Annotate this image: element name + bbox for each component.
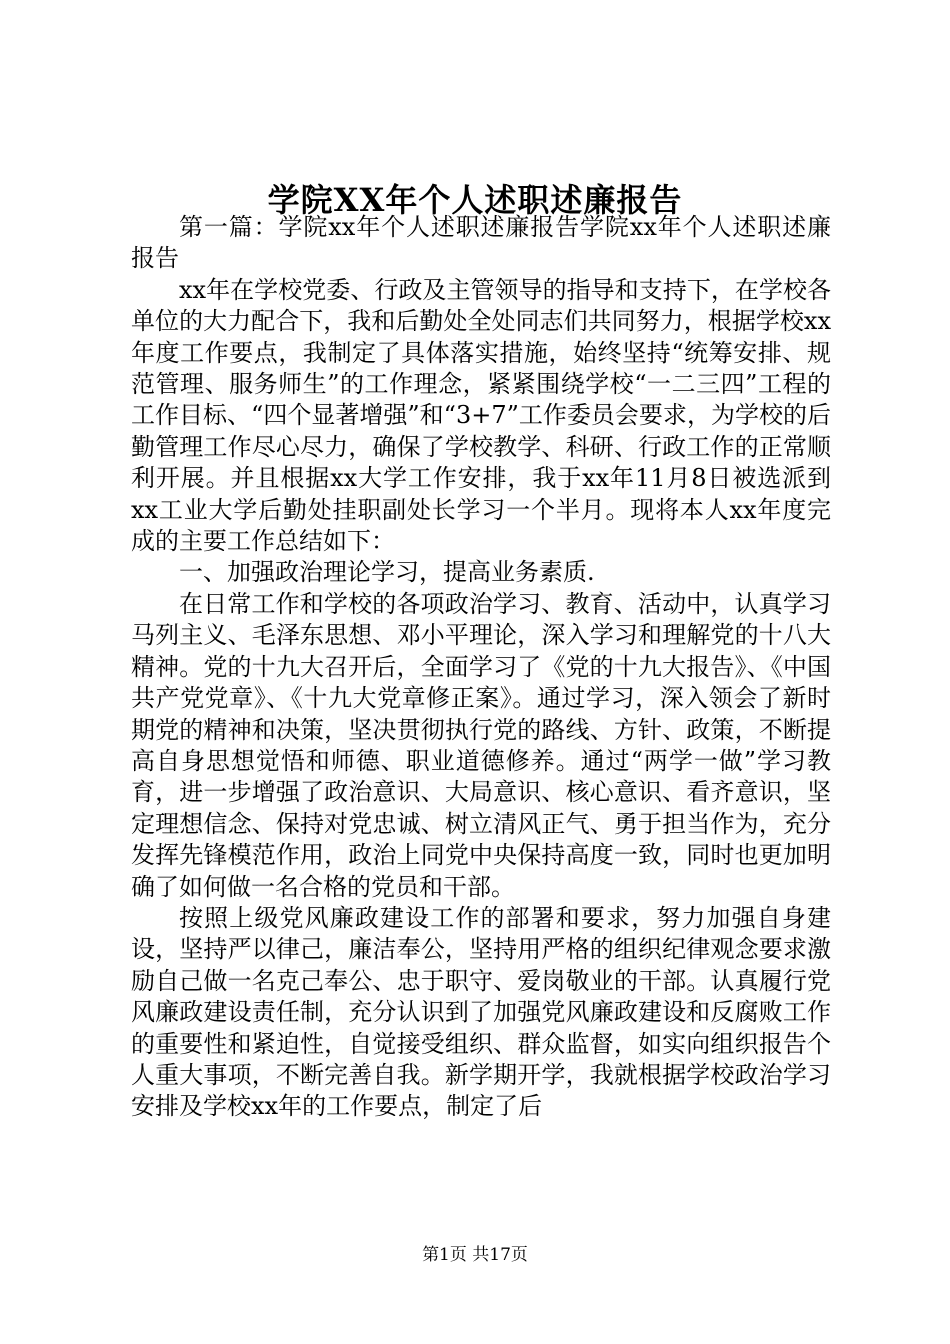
section-heading: 一、加强政治理论学习，提高业务素质. xyxy=(179,558,595,587)
paragraph-heading: 第一篇：学院xx年个人述职述廉报告学院xx年个人述职述廉报告 xyxy=(131,213,831,273)
paragraph-intro: xx年在学校党委、行政及主管领导的指导和支持下，在学校各单位的大力配合下，我和后勤处全处同志们共同努力，根据学校xx年度工作要点，我制定了具体落实措施，始终坚持“统筹安排、规范管理、服务师生”的工作理念，紧紧围绕学校“一二三四”工程的工作目标、“四个显著增强”和“3+7”工作委员会要求，为学校的后勤管理工作尽心尽力，确保了学校教学、科研、行政工作的正常顺利开展。并且根据xx大学工作安排，我于xx年11月8日被选派到xx工业大学后勤处挂职副处长学习一个半月。现将本人xx年度完成的主要工作总结如下： xyxy=(131,275,831,556)
document-body xyxy=(131,212,831,1123)
page-footer: 第1页 共17页 xyxy=(422,1245,528,1265)
document-title: 学院XX年个人述职述廉报告 xyxy=(267,181,683,219)
paragraph-political-study: 在日常工作和学校的各项政治学习、教育、活动中，认真学习马列主义、毛泽东思想、邓小平理论，深入学习和理解党的十八大精神。党的十九大召开后，全面学习了《党的十九大报告》、《中国共产党党章》、《十九大党章修正案》。通过学习，深入领会了新时期党的精神和决策，坚决贯彻执行党的路线、方针、政策，不断提高自身思想觉悟和师德、职业道德修养。通过“两学一做”学习教育，进一步增强了政治意识、大局意识、核心意识、看齐意识，坚定理想信念、保持对党忠诚、树立清风正气、勇于担当作为，充分发挥先锋模范作用，政治上同党中央保持高度一致，同时也更加明确了如何做一名合格的党员和干部。 xyxy=(131,589,831,901)
paragraph-integrity: 按照上级党风廉政建设工作的部署和要求，努力加强自身建设，坚持严以律己，廉洁奉公，坚持用严格的组织纪律观念要求激励自己做一名克己奉公、忠于职守、爱岗敬业的干部。认真履行党风廉政建设责任制，充分认识到了加强党风廉政建设和反腐败工作的重要性和紧迫性，自觉接受组织、群众监督，如实向组织报告个人重大事项，不断完善自我。新学期开学，我就根据学校政治学习安排及学校xx年的工作要点，制定了后 xyxy=(131,903,831,1121)
